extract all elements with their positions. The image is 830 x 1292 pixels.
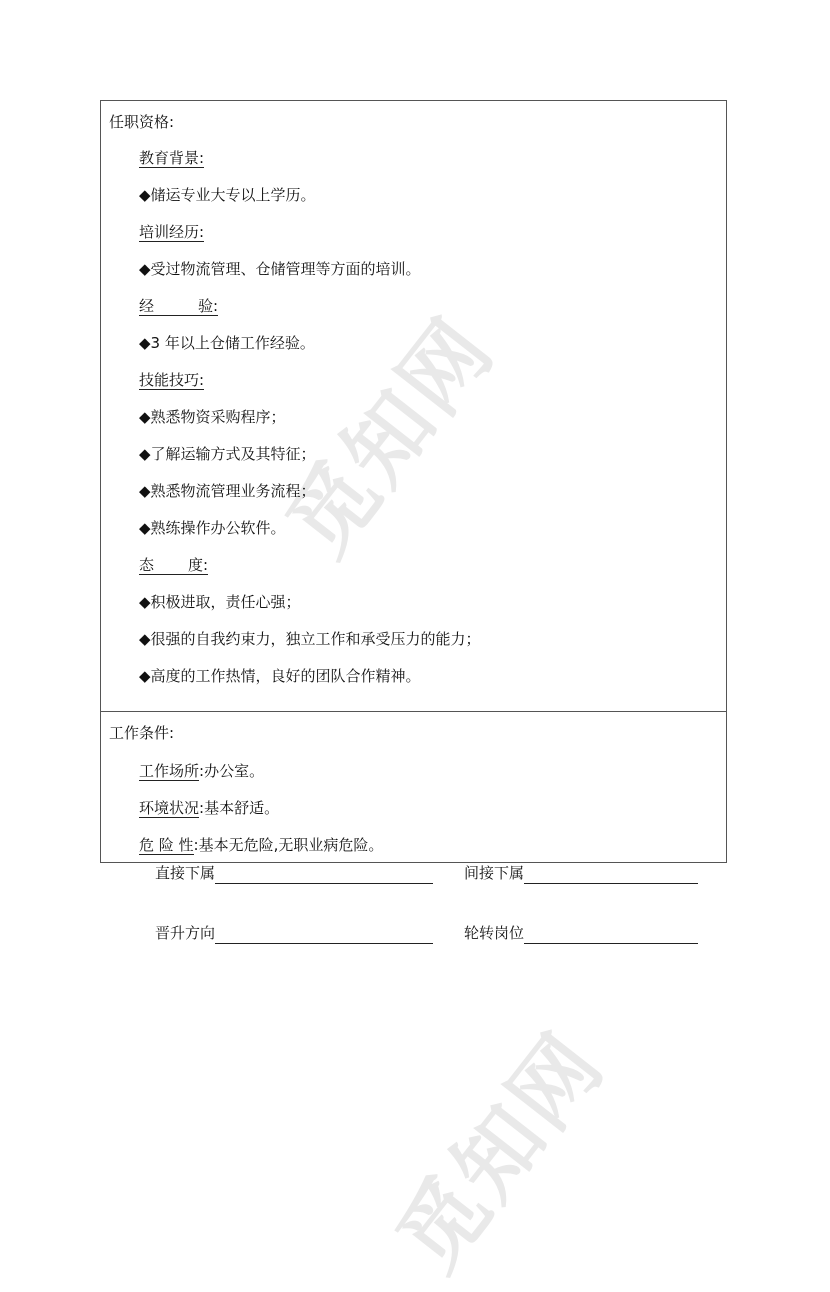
- qualifications-section: [101, 101, 726, 711]
- watermark: 觅知网: [378, 1014, 624, 1290]
- promotion-direction-label: 晋升方向: [155, 924, 216, 942]
- attitude-heading: 态 度:: [139, 556, 209, 574]
- watermark: 觅知网: [268, 299, 514, 575]
- rotation-position-label: 轮转岗位: [464, 924, 525, 942]
- training-heading: 培训经历:: [139, 223, 205, 241]
- attitude-item: ◆高度的工作热情，良好的团队合作精神。: [139, 667, 421, 685]
- direct-subordinate-label: 直接下属: [155, 864, 216, 882]
- attitude-item: ◆积极进取，责任心强；: [139, 593, 301, 611]
- experience-item: ◆3 年以上仓储工作经验。: [139, 334, 315, 352]
- experience-heading: 经 验:: [139, 297, 219, 315]
- skills-item: ◆熟练操作办公软件。: [139, 519, 286, 537]
- job-description-table: [100, 100, 727, 863]
- conditions-title: 工作条件:: [109, 724, 175, 742]
- environment-value: :基本舒适。: [199, 799, 280, 817]
- indirect-subordinate-field: [464, 862, 698, 884]
- promotion-direction-blank[interactable]: [215, 925, 433, 944]
- indirect-subordinate-blank[interactable]: [524, 865, 698, 884]
- risk-value: :基本无危险,无职业病危险。: [193, 836, 384, 854]
- footer-fields: [155, 862, 715, 982]
- qualifications-title: 任职资格:: [109, 113, 175, 131]
- work-place-value: :办公室。: [199, 762, 265, 780]
- indirect-subordinate-label: 间接下属: [464, 864, 525, 882]
- work-place-label: 工作场所: [139, 762, 200, 780]
- skills-item: ◆熟悉物资采购程序；: [139, 408, 286, 426]
- skills-item: ◆了解运输方式及其特征；: [139, 445, 316, 463]
- attitude-item: ◆很强的自我约束力，独立工作和承受压力的能力；: [139, 630, 481, 648]
- education-item: ◆储运专业大专以上学历。: [139, 186, 316, 204]
- direct-subordinate-field: [155, 862, 433, 884]
- rotation-position-blank[interactable]: [524, 925, 698, 944]
- rotation-position-field: [464, 922, 698, 944]
- skills-heading: 技能技巧:: [139, 371, 205, 389]
- skills-item: ◆熟悉物流管理业务流程；: [139, 482, 316, 500]
- direct-subordinate-blank[interactable]: [215, 865, 433, 884]
- promotion-direction-field: [155, 922, 433, 944]
- risk-label: 危 险 性: [139, 836, 194, 854]
- education-heading: 教育背景:: [139, 149, 205, 167]
- training-item: ◆受过物流管理、仓储管理等方面的培训。: [139, 260, 421, 278]
- conditions-section: [101, 711, 726, 862]
- environment-label: 环境状况: [139, 799, 200, 817]
